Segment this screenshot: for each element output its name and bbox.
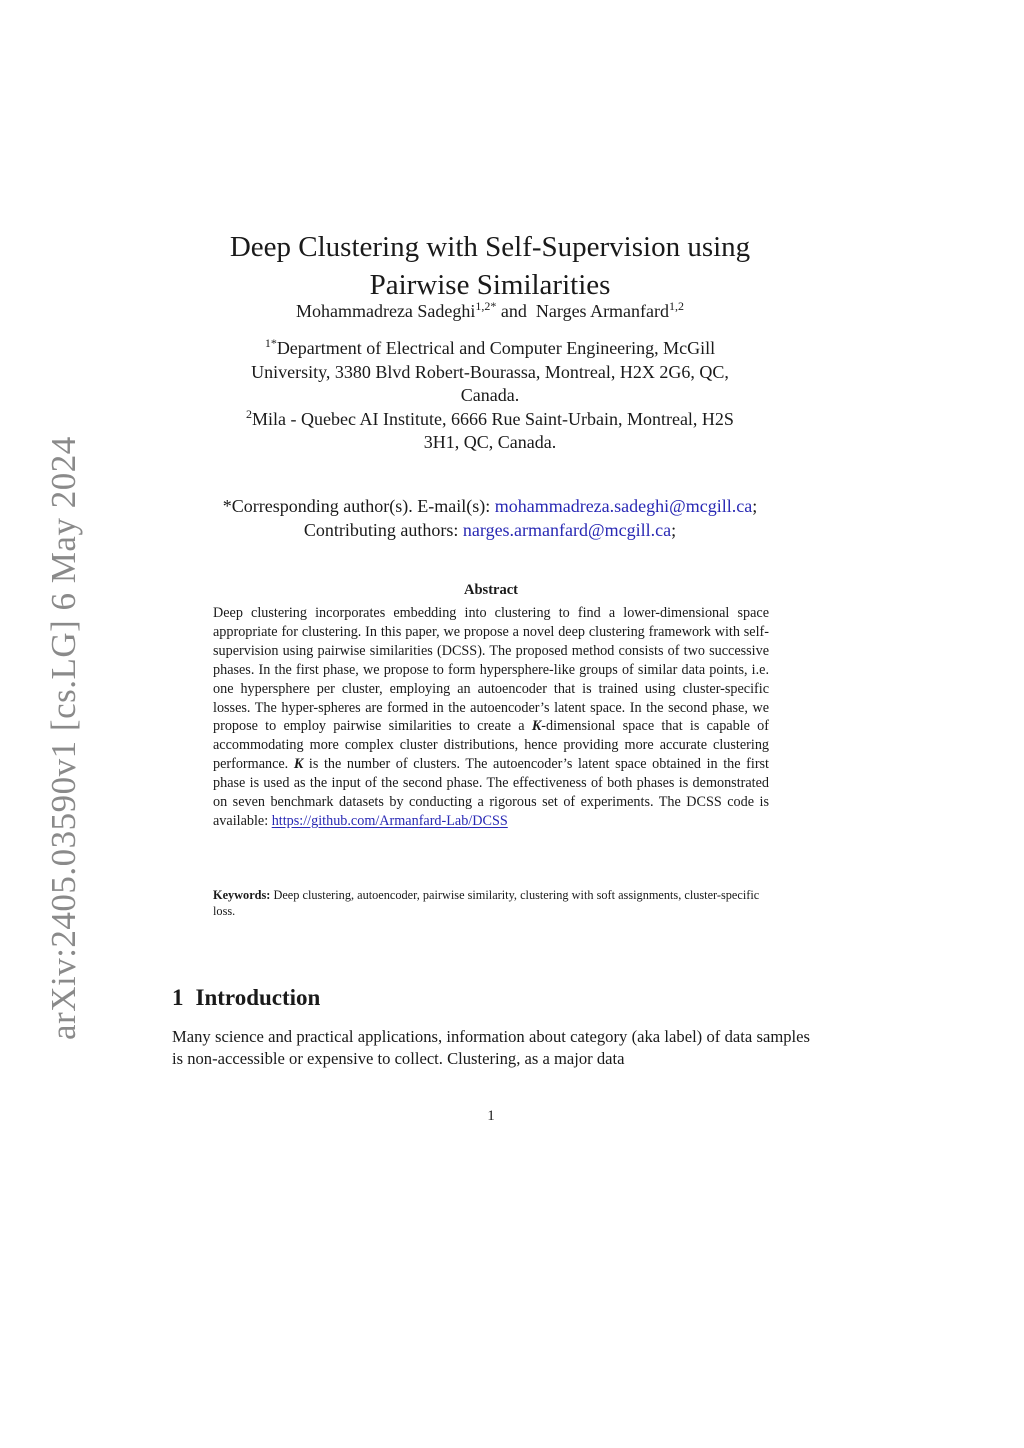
affiliation-1-line-1: $^{1*}$Department of Electrical and Computer Engineering, McGill [264, 336, 716, 358]
affiliation-2-line-1: $^2$Mila - Quebec AI Institute, 6666 Rue Saint-Urbain, Montreal, H2S [246, 406, 734, 429]
math-symbol-k: K [293, 756, 304, 773]
author-1-name: Mohammadreza Sadeghi [295, 301, 476, 321]
corresponding-email-link[interactable]: mohammadreza.sadeghi@mcgill.ca [494, 496, 753, 516]
contributing-email-link[interactable]: narges.armanfard@mcgill.ca [462, 519, 672, 540]
affiliation-1-line-3: Canada. [460, 385, 520, 405]
author-2-name: Narges Armanfard [535, 301, 670, 321]
author-2-affil-marker: 1,2 [669, 299, 685, 313]
title-line-1: Deep Clustering with Self-Supervision using [229, 231, 751, 263]
affiliations [190, 337, 790, 455]
correspondence-block [150, 495, 830, 542]
code-repository-link[interactable]: https://github.com/Armanfard-Lab/DCSS [271, 812, 508, 829]
page-number: 1 [487, 1108, 495, 1124]
contributing-author-line: Contributing authors: narges.armanfard@mcgill.ca; [303, 519, 677, 540]
section-number: 1 [172, 985, 184, 1010]
affiliation-2-marker: 2 [246, 406, 253, 421]
keywords-label: Keywords: [213, 888, 271, 902]
paper-title [190, 228, 790, 304]
arxiv-identifier-stamp: arXiv:2405.03590v1 [cs.LG] 6 May 2024 [44, 436, 83, 1040]
title-line-2: Pairwise Similarities [369, 269, 611, 301]
section-heading-introduction [172, 983, 320, 1013]
affiliation-1-line-2: University, 3380 Blvd Robert-Bourassa, Montreal, H2X 2G6, QC, [251, 361, 729, 382]
abstract-body: Deep clustering incorporates embedding into clustering to find a lower-dimensional space appropriate for clustering. In this paper, we propose a novel deep clustering framework with self-supervision using pairwise similarities (DCSS). The proposed method consists of two successive phases. In the first phase, we propose to form hypersphere-like groups of similar data points, i.e. one hypersphere per cluster, employing an autoencoder that is trained using cluster-specific losses. The hyper-spheres are formed in the autoencoder’s latent space. In the second phase, we propose to employ pairwise similarities to create a K-dimensional space that is capable of accommodating more complex cluster distributions, hence providing more accurate clustering performance. K is the number of clusters. The autoencoder’s latent space obtained in the first phase is used as the input of the second phase. The effectiveness of both phases is demonstrated on seven benchmark datasets by conducting a rigorous set of experiments. The DCSS code is available: https://github.com/Armanfard-Lab/DCSS [213, 605, 770, 829]
author-1-affil-marker: 1,2* [475, 299, 497, 313]
corresponding-author-line: *Corresponding author(s). E-mail(s): mohammadreza.sadeghi@mcgill.ca; [222, 496, 758, 516]
author-connector: and [500, 301, 527, 321]
affiliation-1-marker: 1* [264, 336, 277, 350]
keywords-text: Deep clustering, autoencoder, pairwise similarity, clustering with soft assignments, cluster-specific loss. [213, 888, 760, 918]
introduction-paragraph: Many science and practical applications, information about category (aka label) of data samples is non-accessible or expensive to collect. Clustering, as a major data [172, 1027, 810, 1068]
math-symbol-k: K [531, 718, 542, 735]
author-list [190, 299, 790, 323]
abstract-heading: Abstract [464, 582, 518, 598]
section-title: Introduction [195, 985, 321, 1010]
keywords-block [213, 887, 769, 919]
affiliation-2-line-2: 3H1, QC, Canada. [423, 432, 557, 452]
